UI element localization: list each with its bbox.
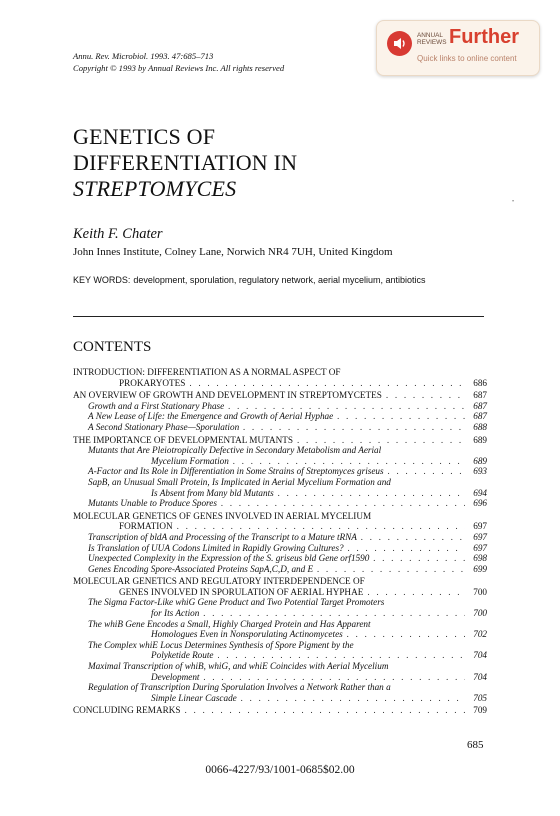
- toc-entry[interactable]: [73, 511, 487, 522]
- toc-entry[interactable]: [73, 672, 487, 683]
- toc-leader-dots: [278, 488, 465, 499]
- toc-leader-dots: [177, 521, 465, 532]
- toc-page-number: 693: [473, 466, 487, 477]
- toc-entry-title: Polyketide Route: [151, 650, 214, 661]
- toc-entry[interactable]: [73, 597, 487, 608]
- toc-leader-dots: [203, 608, 465, 619]
- toc-entry[interactable]: [73, 553, 487, 564]
- toc-entry[interactable]: [73, 619, 487, 630]
- toc-page-number: 697: [473, 521, 487, 532]
- toc-entry-title: Genes Encoding Spore-Associated Proteins SapA,C,D, and E: [88, 563, 314, 574]
- title-line: GENETICS OF: [73, 124, 216, 149]
- toc-page-number: 700: [473, 586, 487, 597]
- toc-entry-title: Mutants Unable to Produce Spores: [88, 498, 217, 509]
- toc-entry-title: Transcription of bldA and Processing of the Transcript to a Mature tRNA: [88, 531, 357, 542]
- toc-page-number: 698: [473, 553, 487, 564]
- toc-entry[interactable]: [73, 521, 487, 532]
- toc-leader-dots: [218, 650, 466, 661]
- toc-entry[interactable]: [73, 682, 487, 693]
- toc-entry[interactable]: [73, 435, 487, 446]
- toc-entry-title: Unexpected Complexity in the Expression of the S. griseus bld Gene orf1590: [88, 553, 370, 564]
- toc-entry[interactable]: [73, 422, 487, 433]
- toc-leader-dots: [243, 422, 465, 433]
- toc-entry[interactable]: [73, 532, 487, 543]
- toc-page-number: 700: [473, 608, 487, 619]
- toc-page-number: 697: [473, 542, 487, 553]
- toc-entry-title: A Second Stationary Phase—Sporulation: [88, 421, 240, 432]
- toc-entry-title: The Complex whiE Locus Determines Synthesis of Spore Pigment by the: [88, 639, 354, 650]
- toc-entry[interactable]: [73, 661, 487, 672]
- keywords-text: development, sporulation, regulatory network, aerial mycelium, antibiotics: [133, 275, 426, 285]
- toc-leader-dots: [233, 456, 465, 467]
- toc-entry[interactable]: [73, 488, 487, 499]
- toc-page-number: 704: [473, 671, 487, 682]
- toc-entry[interactable]: [73, 466, 487, 477]
- author-name: Keith F. Chater: [73, 226, 163, 242]
- toc-leader-dots: [297, 435, 465, 446]
- journal-citation-line: Annu. Rev. Microbiol. 1993. 47:685–713: [73, 51, 214, 61]
- toc-leader-dots: [388, 466, 465, 477]
- toc-entry-title: A-Factor and Its Role in Differentiation in Some Strains of Streptomyces griseus: [88, 466, 384, 477]
- toc-leader-dots: [361, 532, 465, 543]
- divider: [73, 316, 484, 317]
- toc-entry-title: INTRODUCTION: DIFFERENTIATION AS A NORMAL ASPECT OF: [73, 367, 341, 377]
- toc-page-number: 704: [473, 650, 487, 661]
- toc-entry[interactable]: [73, 390, 487, 401]
- toc-entry-title: A New Lease of Life: the Emergence and Growth of Aerial Hyphae: [88, 411, 334, 422]
- toc-entry-title: AN OVERVIEW OF GROWTH AND DEVELOPMENT IN STREPTOMYCETES: [73, 390, 382, 401]
- toc-leader-dots: [386, 390, 465, 401]
- toc-leader-dots: [184, 705, 465, 716]
- isbn-line: 0066-4227/93/1001-0685$02.00: [205, 764, 355, 776]
- toc-page-number: 699: [473, 563, 487, 574]
- toc-page-number: 696: [473, 498, 487, 509]
- toc-page-number: 687: [473, 390, 487, 401]
- further-subtitle: Quick links to online content: [417, 54, 517, 63]
- toc-entry[interactable]: [73, 608, 487, 619]
- toc-leader-dots: [347, 629, 465, 640]
- toc-entry-title: for Its Action: [151, 608, 200, 619]
- journal-citation: [73, 50, 284, 74]
- toc-entry[interactable]: [73, 693, 487, 704]
- further-title: Further: [449, 26, 519, 48]
- toc-entry[interactable]: [73, 543, 487, 554]
- toc-entry[interactable]: [73, 367, 487, 378]
- toc-page-number: 694: [473, 487, 487, 498]
- further-reviews-label: REVIEWS: [417, 39, 447, 46]
- toc-page-number: 709: [473, 705, 487, 716]
- toc-leader-dots: [317, 564, 465, 575]
- toc-leader-dots: [189, 378, 465, 389]
- toc-entry-title: SapB, an Unusual Small Protein, Is Implicated in Aerial Mycelium Formation and: [88, 476, 391, 487]
- toc-entry-title: Mutants that Are Pleiotropically Defective in Secondary Metabolism and Aerial: [88, 445, 382, 456]
- article-title: [73, 124, 297, 202]
- toc-entry[interactable]: [73, 576, 487, 587]
- toc-entry-title: The Sigma Factor-Like whiG Gene Product and Two Potential Target Promoters: [88, 597, 385, 608]
- toc-entry[interactable]: [73, 456, 487, 467]
- toc-page-number: 689: [473, 455, 487, 466]
- toc-entry-title: Homologues Even in Nonsporulating Actinomycetes: [151, 629, 343, 640]
- toc-entry[interactable]: [73, 445, 487, 456]
- toc-page-number: 705: [473, 692, 487, 703]
- toc-page-number: 687: [473, 411, 487, 422]
- toc-entry-title: FORMATION: [119, 521, 173, 532]
- toc-entry-title: Growth and a First Stationary Phase: [88, 400, 225, 411]
- toc-page-number: 687: [473, 400, 487, 411]
- toc-entry[interactable]: [73, 587, 487, 598]
- toc-entry[interactable]: [73, 629, 487, 640]
- table-of-contents: [73, 367, 487, 716]
- toc-leader-dots: [337, 411, 465, 422]
- page-number: 685: [467, 739, 484, 751]
- toc-entry[interactable]: [73, 401, 487, 412]
- toc-leader-dots: [241, 693, 465, 704]
- toc-entry[interactable]: [73, 411, 487, 422]
- toc-leader-dots: [348, 543, 465, 554]
- copyright-line: Copyright © 1993 by Annual Reviews Inc. All rights reserved: [73, 63, 285, 73]
- toc-leader-dots: [203, 672, 465, 683]
- toc-entry-title: MOLECULAR GENETICS AND REGULATORY INTERDEPENDENCE OF: [73, 576, 365, 587]
- toc-entry-title: MOLECULAR GENETICS OF GENES INVOLVED IN AERIAL MYCELIUM: [73, 510, 372, 521]
- toc-entry-title: Simple Linear Cascade: [151, 692, 237, 703]
- toc-leader-dots: [373, 553, 465, 564]
- author-affiliation: John Innes Institute, Colney Lane, Norwich NR4 7UH, United Kingdom: [73, 246, 393, 258]
- toc-entry[interactable]: [73, 498, 487, 509]
- toc-leader-dots: [367, 587, 465, 598]
- further-brand: [417, 32, 446, 46]
- toc-page-number: 688: [473, 421, 487, 432]
- toc-entry-title: Mycelium Formation: [151, 455, 229, 466]
- toc-page-number: 702: [473, 629, 487, 640]
- speaker-icon: [387, 31, 412, 56]
- toc-entry-title: PROKARYOTES: [119, 377, 186, 388]
- title-line: STREPTOMYCES: [73, 176, 237, 201]
- further-annual-label: ANNUAL: [417, 32, 443, 39]
- toc-entry[interactable]: [73, 378, 487, 389]
- toc-entry[interactable]: [73, 705, 487, 716]
- toc-entry-title: Regulation of Transcription During Sporulation Involves a Network Rather than a: [88, 682, 391, 693]
- toc-entry[interactable]: [73, 477, 487, 488]
- keywords: [73, 275, 426, 285]
- toc-entry-title: Is Translation of UUA Codons Limited in Rapidly Growing Cultures?: [88, 542, 344, 553]
- keywords-label: KEY WORDS:: [73, 275, 131, 285]
- toc-entry[interactable]: [73, 564, 487, 575]
- further-banner[interactable]: [376, 20, 540, 76]
- title-line: DIFFERENTIATION IN: [73, 150, 298, 175]
- toc-entry-title: Development: [151, 671, 200, 682]
- toc-entry-title: The whiB Gene Encodes a Small, Highly Charged Protein and Has Apparent: [88, 618, 371, 629]
- toc-entry-title: Is Absent from Many bld Mutants: [151, 487, 274, 498]
- toc-entry[interactable]: [73, 650, 487, 661]
- toc-page-number: 686: [473, 377, 487, 388]
- contents-heading: CONTENTS: [73, 339, 152, 355]
- toc-page-number: 697: [473, 531, 487, 542]
- toc-entry-title: GENES INVOLVED IN SPORULATION OF AERIAL HYPHAE: [119, 586, 364, 597]
- stray-mark: •: [512, 199, 515, 205]
- toc-entry-title: CONCLUDING REMARKS: [73, 705, 181, 716]
- toc-entry-title: Maximal Transcription of whiB, whiG, and whiE Coincides with Aerial Mycelium: [88, 661, 389, 672]
- toc-page-number: 689: [473, 434, 487, 445]
- toc-leader-dots: [221, 498, 465, 509]
- toc-entry[interactable]: [73, 640, 487, 651]
- toc-entry-title: THE IMPORTANCE OF DEVELOPMENTAL MUTANTS: [73, 434, 293, 445]
- toc-leader-dots: [228, 401, 465, 412]
